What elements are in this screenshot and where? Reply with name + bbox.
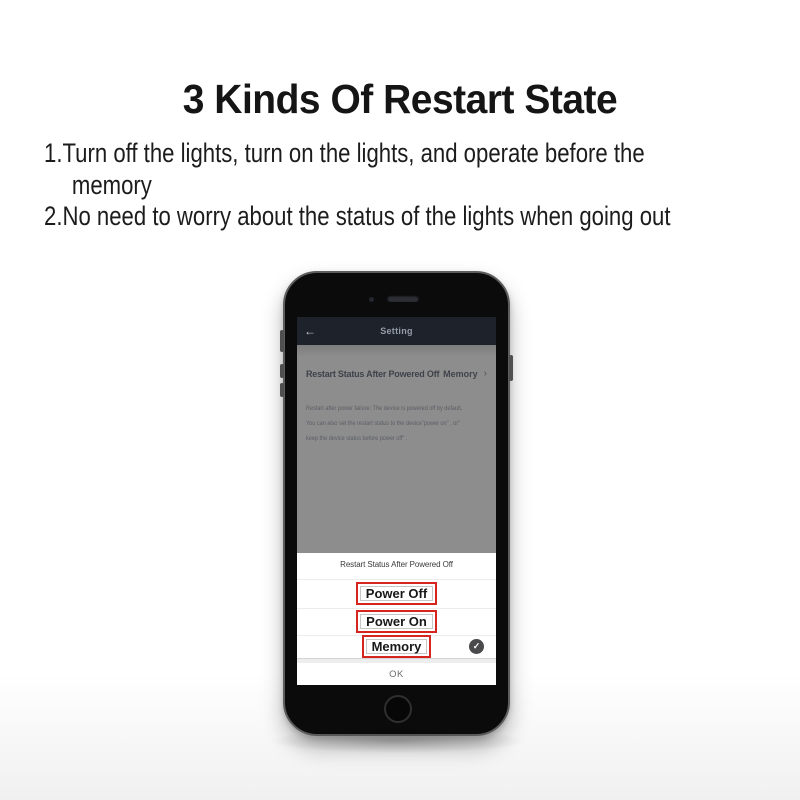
option-memory-row[interactable]	[297, 635, 496, 658]
front-camera	[369, 297, 374, 302]
mute-switch	[280, 330, 284, 352]
phone-drop-shadow	[263, 728, 531, 754]
phone-device	[283, 271, 510, 736]
app-header	[297, 317, 496, 345]
app-header-title: Setting	[380, 326, 413, 336]
phone-screen	[297, 317, 496, 685]
volume-up-button	[280, 364, 284, 378]
chevron-right-icon: ›	[483, 368, 487, 379]
description-line: keep the device status before power off" .	[306, 435, 408, 442]
description-line: You can also set the restart status to the device"power on" , or"	[306, 420, 461, 427]
back-arrow-icon[interactable]: ←	[304, 324, 316, 338]
volume-down-button	[280, 383, 284, 397]
instruction-line: 2.No need to worry about the status of the lights when going out	[44, 201, 671, 231]
restart-status-row[interactable]	[297, 363, 496, 385]
selected-check-icon: ✓	[469, 639, 484, 654]
instruction-list	[44, 138, 670, 233]
description-line: Restart after power failure: The device is powered off by default.	[306, 405, 463, 412]
power-off-button[interactable]: Power Off	[356, 582, 437, 605]
instruction-line: memory	[71, 169, 152, 200]
restart-status-label: Restart Status After Powered Off	[306, 369, 440, 379]
restart-status-value: Memory	[443, 369, 478, 379]
settings-page-dimmed	[297, 345, 496, 553]
page-title: 3 Kinds Of Restart State	[182, 76, 618, 122]
option-power-on-row[interactable]	[297, 608, 496, 635]
option-power-off-row[interactable]	[297, 579, 496, 608]
bottom-sheet	[297, 553, 496, 685]
ok-button[interactable]: OK	[389, 668, 404, 680]
bottom-sheet-title: Restart Status After Powered Off	[340, 560, 453, 569]
memory-button[interactable]: Memory	[362, 635, 432, 658]
power-on-button[interactable]: Power On	[356, 610, 437, 633]
restart-description	[306, 401, 496, 446]
power-button	[509, 355, 513, 381]
home-button[interactable]	[384, 695, 412, 723]
instruction-line: 1.Turn off the lights, turn on the lights, and operate before the	[44, 138, 645, 168]
speaker-grille	[387, 295, 419, 302]
